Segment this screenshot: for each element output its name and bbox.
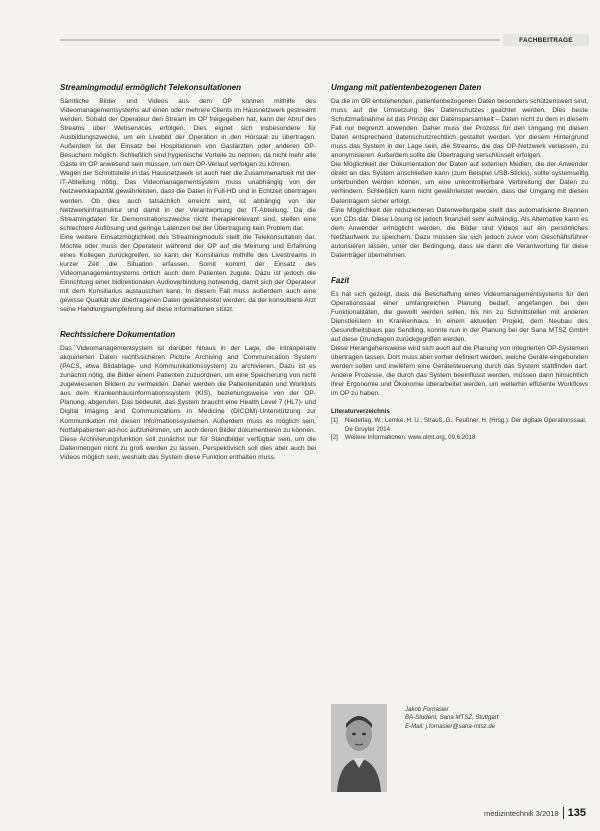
footer-separator	[563, 807, 564, 819]
paragraph: Da die im OP entstehenden, patientenbezogenen Daten besonders schützenswert sind, muss auf die Umsetzung des Datenschutzes geachtet werden. Dies beste Schutzmaßnahme ist das Prinzip der Datensparsamkeit – Daten nicht zu dem in diesem Fall nur begrenzt anwenden. Daher muss der Prozess für den Umgang mit diesen Daten entsprechend datenschutzrechtlich gestaltet werden. Vor diesem Hintergrund muss das System in der Lage sein, die Streams, die das OP-Netzwerk verlassen, zu anonymisieren. Außerdem sollte die Übertragung verschlüsselt erfolgen.	[331, 98, 588, 160]
page-footer	[484, 806, 586, 820]
paragraph: Es hat sich gezeigt, dass die Beschaffung eines Videomanagementsystems für den Operationssaal einer umfangreichen Planung bedarf, angefangen bei den Funktionalitäten, die gewollt werden sollen, bis hin zu Schnittstellen mit anderen Dienstleistern im Krankenhaus. In einem aktuellen Projekt, dem Neubau des Gesundheitsbaus pas Sendling, konnte nun in der Planung bei der Sana MTSZ GmbH auf diese Grundlagen zurückgegriffen werden.	[331, 290, 588, 344]
page-number: 135	[567, 807, 586, 819]
portrait-image	[331, 704, 387, 792]
literature-item	[331, 417, 588, 433]
paragraph: Das Videomanagementsystem ist darüber hinaus in der Lage, die intraoperativ akquirierten Daten rechtssicheren Picture Archiving and Communication System (PACS, etwa Bildablage- und Kommunikationssystem) zu archivieren. Dazu ist es zunächst nötig, die Bilder einem Patienten zuzuordnen, um eine Speicherung von nicht zugewiesenen Bildern zu vermeiden. Daher werden die Patientendaten und Worklists aus dem Krankenhausinformationssystem (KIS), beziehungsweise von der OP-Planung, abgerufen. Das bedeutet, das System braucht eine Health Level 7 (HL7)- und Digital Imaging and Communications in Medicine (DICOM)-Unterstützung zur Kommunikation mit diesen Informationssystemen. Außerdem muss es möglich sein, Notfallpatienten ad-hoc aufzunehmen, um auch deren Bilder dokumentieren zu können.	[60, 345, 316, 434]
journal-name: medizintechnik 3/2018	[484, 808, 559, 818]
right-column	[331, 83, 588, 442]
left-column	[60, 83, 316, 462]
literature-text: Weitere Informationen: www.olmt.org, 09.6.2018	[345, 433, 476, 441]
paragraph: Eine weitere Einsatzmöglichkeit des Streamingmoduls stellt die Telekonsultation dar. Möchte oder muss der Operateur während der OP auf die Meinung und Erfahrung eines Kollegen zurückgreifen, so kann der Konsiliarius mithilfe des Livestreams in kurzer Zeit die Situation erfassen. Somit kommt der Einsatz des Videomanagementsystems örtlich auch dem Patienten zugute. Dazu ist jedoch die Einrichtung einer bidirektionalen Audioverbindung notwendig, damit sich der Operateur mit dem Konsiliarius austauschen kann. In diesem Fall muss außerdem auch eine gewisse Qualität der übertragenen Daten gewährleistet werden, da der konsultierte Arzt seine Handlungsempfehlung auf diese Informationen stützt.	[60, 233, 316, 314]
author-name: Jakob Fornasier	[405, 706, 449, 713]
section-heading: Umgang mit patientenbezogenen Daten	[331, 83, 482, 92]
header-rule	[60, 39, 500, 41]
paragraph: Sämtliche Bilder und Videos aus dem OP können mithilfe des Videomanagementsystems auf einen oder mehrere Clients im Hausnetzwerk gestreamt werden. Sobald der Operateur den Stream im OP freigegeben hat, kann der Abruf des Streams über Webservices erfolgen. Dies eignet sich insbesondere für Ausbildungszwecke, um ein Livebild der Operation in den Hörsaal zu übertragen. Außerdem ist der Einsatz bei Hospitationen von Gastärzten oder anderen OP-Besuchern möglich. Schließlich sind hygienische Vorteile zu nennen, da nicht mehr alle Gäste im OP anwesend sein müssen, um den OP-Verlauf verfolgen zu können.	[60, 98, 316, 169]
section-tag: FACHBEITRAGE	[503, 34, 589, 46]
paragraph: Diese Herangehensweise wird sich auch auf die Planung von integrierten OP-Systemen übertragen lassen. Dort muss aber vorher definiert werden, welche Geräte eingebunden werden sollen und inwiefern eine Gerätesteuerung durch das System stattfinden darf. Andere Prozesse, die durch das System beeinflusst werden, müssen dann hinsichtlich ihrer Ergonomie und Ökonomie überarbeitet werden, um weiterhin effiziente Workflows im OP zu haben.	[331, 345, 588, 398]
section-heading: Rechtssichere Dokumentation	[60, 330, 176, 340]
literature-number: [1]	[331, 417, 338, 425]
author-email: E-Mail: j.fornasier@sana-mtsz.de	[405, 722, 496, 730]
paragraph: Die Möglichkeit der Dokumentation der Daten auf externen Medien, die der Anwender direkt an das System anschließen kann (zum Beispiel USB-Sticks), sollte systemseitig unterbunden werden können, um eine unkontrollierbare Verbreitung der Daten zu verhindern. Schließlich kann nicht gewährleistet werden, dass der Umgang mit diesen Datenträgern sicher erfolgt.	[331, 161, 588, 205]
author-org: BA-Student, Sana MTSZ, Stuttgart	[405, 714, 499, 722]
author-info	[405, 706, 498, 731]
author-box	[331, 704, 588, 796]
paragraph: Wegen der Schnittstelle in das Hausnetzwerk ist auch hier die Zusammenarbeit mit der IT-Abteilung nötig. Das Videomanagementsystem muss unabhängig von der Netzwerkkapazität gewährleisten, dass die Daten in Full-HD und in Echtzeit übertragen werden. Ob dies auch tatsächlich erreicht wird, ist abhängig von der Netzwerkinfrastruktur und damit in der Verantwortung der IT-Abteilung. Da die Streamingdaten für Demonstrationszwecke nicht therapierelevant sind, stellen eine schlechtere Auflösung und geringe Latenzen bei der Übertragung kein Problem dar.	[60, 170, 316, 232]
literature-title: Literaturverzeichnis	[331, 408, 390, 416]
literature-text: Niederlag, W.; Lemke, H. U.; Strauß, G.; Feußner, H. (Hrsg.): Der digitale Operationssaal. De Gruyter 2014	[345, 417, 587, 433]
section-spacer	[331, 260, 588, 276]
literature-item	[331, 434, 588, 442]
section-heading: Streamingmodul ermöglicht Telekonsultationen	[60, 83, 242, 92]
literature-number: [2]	[331, 433, 338, 441]
author-photo	[331, 704, 387, 792]
section-spacer	[60, 314, 316, 330]
section-heading: Fazit	[331, 275, 350, 285]
paragraph: Eine Möglichkeit der reduzierteren Datenweitergabe stellt das automatisierte Brennen von CDs dar. Diese Lösung ist jedoch finanziell sehr aufwändig. Als Alternative kann es dem Anwender ermöglicht werden, die Bilder und Videos auf ein persönliches Netzlaufwerk zu speichern. Dazu müssen sie sich jedoch zuvor vom Geschäftsführer autorisieren lassen, unter der Bedingung, dass sie dann die Verantwortung für diese Datenträger übernehmen.	[331, 206, 588, 259]
paragraph: Diese Archivierungsfunktion soll zunächst nur für Standbilder verfügbar sein, um die Datenmengen nicht zu groß werden zu lassen. Perspektivisch soll dies aber auch bei Videos möglich sein, weshalb das System diese Funktion enthalten muss.	[60, 435, 316, 461]
